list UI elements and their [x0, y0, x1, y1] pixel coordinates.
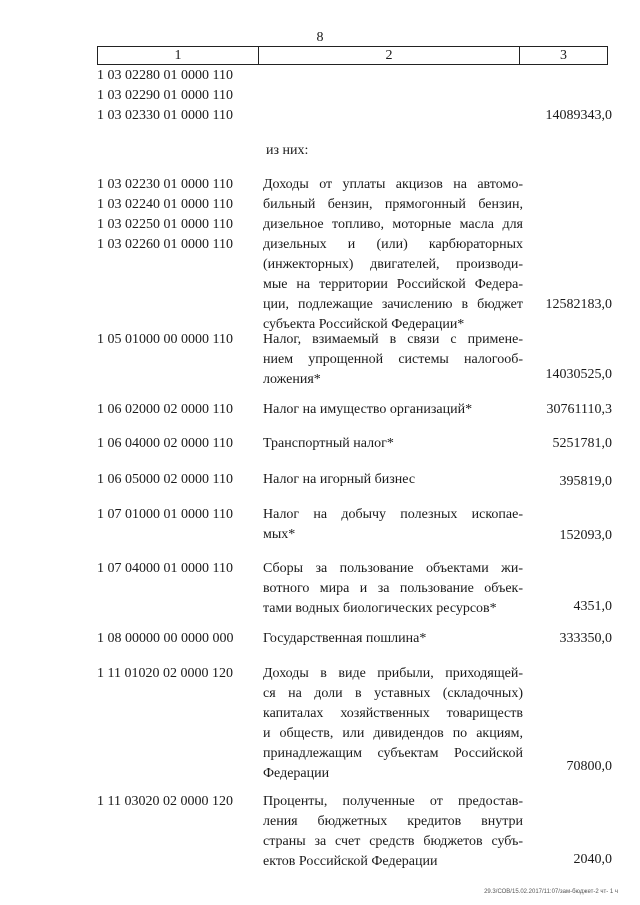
- amount-cell: 395819,0: [559, 474, 612, 489]
- code-cell: [97, 434, 257, 454]
- description-cell: [263, 664, 523, 784]
- amount-cell: 4351,0: [573, 599, 612, 614]
- description-line: и обществ, или дивидендов по акциям,: [263, 726, 523, 741]
- description-line: ложения*: [263, 372, 321, 387]
- budget-code: 1 08 00000 00 0000 000: [97, 631, 234, 646]
- description-cell: [263, 175, 523, 335]
- amount-cell: 70800,0: [566, 759, 612, 774]
- amount-cell: 30761110,3: [546, 402, 612, 417]
- description-cell: [263, 505, 523, 545]
- description-line: принадлежащим субъектам Российской: [263, 746, 523, 761]
- description-line: тами водных биологических ресурсов*: [263, 601, 497, 616]
- code-cell: [97, 175, 257, 255]
- budget-code: 1 03 02260 01 0000 110: [97, 237, 233, 252]
- budget-code: 1 06 05000 02 0000 110: [97, 472, 233, 487]
- code-cell: [97, 470, 257, 490]
- amount-cell: 14089343,0: [545, 108, 612, 123]
- description-line: Проценты, полученные от предостав-: [263, 794, 523, 809]
- description-line: (инжекторных) двигателей, производи-: [263, 257, 523, 272]
- budget-code: 1 03 02290 01 0000 110: [97, 88, 233, 103]
- description-cell: [263, 629, 523, 649]
- description-line: мые на территории Российской Федера-: [263, 277, 523, 292]
- description-cell: [263, 559, 523, 619]
- budget-code: 1 07 04000 01 0000 110: [97, 561, 233, 576]
- budget-code: 1 11 01020 02 0000 120: [97, 666, 233, 681]
- budget-code: 1 03 02240 01 0000 110: [97, 197, 233, 212]
- budget-code: 1 03 02230 01 0000 110: [97, 177, 233, 192]
- description-line: ектов Российской Федерации: [263, 854, 438, 869]
- description-line: страны за счет средств бюджетов субъ-: [263, 834, 523, 849]
- page-number: 8: [316, 30, 324, 45]
- description-line: ции, подлежащие зачислению в бюджет: [263, 297, 523, 312]
- code-cell: [97, 66, 257, 126]
- description-line: Государственная пошлина*: [263, 631, 427, 646]
- description-cell: [263, 400, 523, 420]
- description-line: ся на доли в уставных (складочных): [263, 686, 523, 701]
- column-header-table: [97, 46, 608, 65]
- description-line: Налог на добычу полезных ископае-: [263, 507, 523, 522]
- code-cell: [97, 664, 257, 684]
- code-cell: [97, 629, 257, 649]
- budget-code: 1 03 02330 01 0000 110: [97, 108, 233, 123]
- budget-code: 1 07 01000 01 0000 110: [97, 507, 233, 522]
- description-line: Транспортный налог*: [263, 436, 394, 451]
- description-line: Налог на имущество организаций*: [263, 402, 473, 417]
- budget-code: 1 06 04000 02 0000 110: [97, 436, 233, 451]
- description-line: Сборы за пользование объектами жи-: [263, 561, 523, 576]
- column-header-3: 3: [520, 47, 608, 65]
- description-line: Федерации: [263, 766, 330, 781]
- description-line: капиталах хозяйственных товариществ: [263, 706, 523, 721]
- amount-cell: 5251781,0: [552, 436, 612, 451]
- budget-code: 1 06 02000 02 0000 110: [97, 402, 233, 417]
- code-cell: [97, 330, 257, 350]
- description-line: дизельное топливо, моторные масла для: [263, 217, 523, 232]
- description-line: вотного мира и за пользование объек-: [263, 581, 523, 596]
- amount-cell: 12582183,0: [545, 297, 612, 312]
- budget-code: 1 03 02280 01 0000 110: [97, 68, 233, 83]
- description-line: субъекта Российской Федерации*: [263, 317, 465, 332]
- description-line: Доходы от уплаты акцизов на автомо-: [263, 177, 523, 192]
- amount-cell: 333350,0: [559, 631, 612, 646]
- budget-code: 1 03 02250 01 0000 110: [97, 217, 233, 232]
- description-line: нием упрощенной системы налогооб-: [263, 352, 523, 367]
- amount-cell: 2040,0: [573, 852, 612, 867]
- description-line: Налог, взимаемый в связи с примене-: [263, 332, 523, 347]
- description-line: ления бюджетных кредитов внутри: [263, 814, 523, 829]
- description-cell: [263, 330, 523, 390]
- description-line: Доходы в виде прибыли, приходящей-: [263, 666, 523, 681]
- description-cell: [263, 470, 523, 490]
- column-header-2: 2: [259, 47, 520, 65]
- code-cell: [97, 792, 257, 812]
- amount-cell: 14030525,0: [545, 367, 612, 382]
- code-cell: [97, 559, 257, 579]
- budget-code: 1 05 01000 00 0000 110: [97, 332, 233, 347]
- code-cell: [97, 505, 257, 525]
- description-line: бильный бензин, прямогонный бензин,: [263, 197, 523, 212]
- budget-code: 1 11 03020 02 0000 120: [97, 794, 233, 809]
- description-line: Налог на игорный бизнес: [263, 472, 416, 487]
- description-cell: [263, 792, 523, 872]
- code-cell: [97, 400, 257, 420]
- document-footer: 29.3/СОВ/15.02.2017/11:07/зам-бюджет-2 чт- 1 ч: [484, 889, 618, 895]
- description-cell: [263, 434, 523, 454]
- description-line: дизельных и (или) карбюраторных: [263, 237, 523, 252]
- sub-heading: из них:: [266, 143, 309, 158]
- amount-cell: 152093,0: [559, 528, 612, 543]
- column-header-1: 1: [98, 47, 259, 65]
- description-line: мых*: [263, 527, 296, 542]
